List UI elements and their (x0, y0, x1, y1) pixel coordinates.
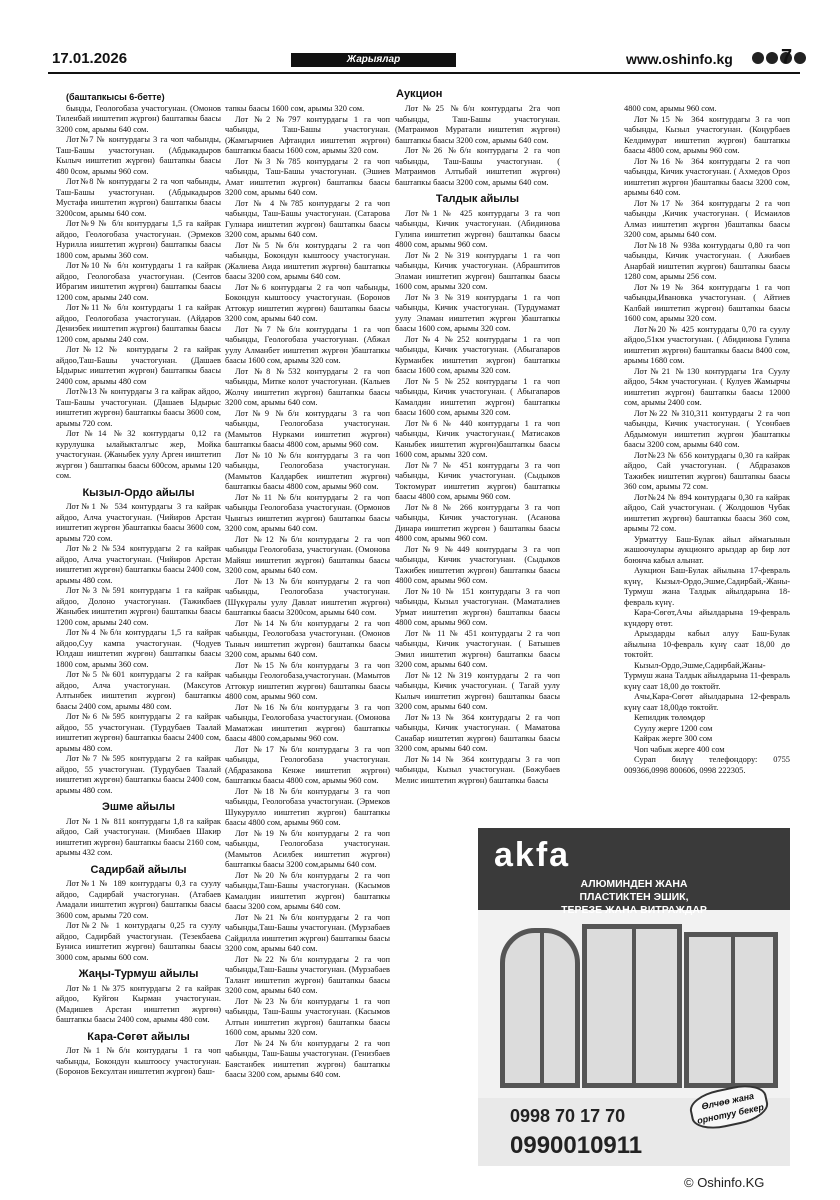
lot-paragraph: Арыздарды кабыл алуу Баш-Булак айылына 10-февраль күнү саат 18,00 дө токтойт. (624, 629, 790, 659)
lot-paragraph: Лот№16 № 364 контурдагы 2 га чоп чабынды, Кичик участогунан. ( Ахмедов Ороз ииштетип жүргөн )баштапкы баасы 3200 сом, арымы 640 сом. (624, 156, 790, 197)
village-heading: Жаңы-Турмуш айылы (78, 968, 199, 980)
lot-paragraph: Лот №22 №б/н контурдагы 2 га чоп чабынды,Таш-Башы участогунан. (Мурзабаев Талант ииштетип жүргөн) баштапкы баасы 3200 сом, арымы 640 сом. (225, 954, 390, 995)
lot-paragraph: Лот№4 №б/н контурдагы 1,5 га кайрак айдоо,Суу кампа участогунан. (Чодуев Юлдаш ииштетип жүргөн) баштапкы баасы 1800 сом, арымы 360 сом. (56, 628, 221, 669)
lot-paragraph: Лот№11 № б/н контурдагы 1 га кайрак айдоо, Геологобаза участогунан. (Айдаров Дениэбек ииштетип жүргөн) баштапкы баасы 1200 сом, арымы 240 сом. (56, 303, 221, 344)
lot-paragraph: тапкы баасы 1600 сом, арымы 320 сом. (225, 104, 365, 113)
lot-paragraph: Лот №15 №б/н контурдагы 3 га чоп чабынды Геологобаза,участогунан. (Мамытов Аттокур ииштетип жүргөн) баштапкы баасы 4800 сом, арымы 960 сом. (225, 660, 390, 701)
lot-paragraph: Лот№17 № 364 контурдагы 2 га чоп чабынды ,Кичик участогунан. ( Исмаилов Алмаз ииштетип жүргөн )баштапкы баасы 3200 сом, арымы 640 сом. (624, 198, 790, 239)
akfa-advertisement (478, 828, 790, 1166)
village-heading: Садирбай айылы (90, 863, 187, 876)
lot-paragraph: Лот№22 №310,311 контурдагы 2 га чоп чабынды, Кичик участогунан. ( Үсөнбаев Абдымомун ииштетип жүргөн )баштапкы баасы 3200 сом, арымы 640 сом. (624, 408, 790, 449)
lot-paragraph: Лот№14 №32 контурдагы 0,12 га курулушка ылайыкталгыс жер, Мойка участогунан. (Жаныбек уулу Арген ииштетип жүргөн ) баштапкы баасы 600сом, арымы 120 сом. (56, 429, 221, 480)
lot-paragraph: Лот№1 №375 контурдагы 2 га кайрак айдоо, Куйгөн Кырман участогунан. (Мадишев Арстан ииштетип жүргөн) баштапкы баасы 2400 сом, арымы 480 сом. (56, 983, 221, 1024)
lot-paragraph: Суулу жерге 1200 сом (634, 723, 713, 733)
lot-paragraph: Лот№9 № б/н контурдагы 1,5 га кайрак айдоо, Геологобаза участогунан. (Эрмеков Нурилла ииштетип жүргөн) баштапкы баасы 1800 сом, арымы 360 сом. (56, 219, 221, 260)
lot-paragraph: Аукцион Баш-Булак айылына 17-февраль күнү, Кызыл-Ордо,Эшме,Садирбай,-Жаны-Турмуш жана Талдык айылдарына 18-февраль күнү. (624, 566, 790, 607)
text-column-2 (225, 104, 390, 1081)
lot-paragraph: 4800 сом, арымы 960 сом. (624, 104, 717, 113)
lot-paragraph: Лот№26 №б/н контурдагы 2 га чоп чабынды, Таш-Башы участогунан. ( Матраимов Алтыбай ииштетип жүргөн) баштапкы баасы 3200 сом, арымы 640 сом. (395, 146, 560, 187)
lot-paragraph: Лот№21 №130 контурдагы 1га Суулу айдоо, 54км участогунан. ( Кулуев Жамырчы ииштетип жүргөн) баштапкы баасы 12000 сом, арымы 2400 сом. (624, 366, 790, 407)
window-image (582, 924, 682, 1088)
village-heading: Кара-Сөгөт айылы (87, 1030, 190, 1043)
lot-paragraph: Лот№10 №б/н контурдагы 3 га чоп чабынды, Геологобаза участогунан. (Мамытов Калдарбек ииштетип жүргөн) баштапкы баасы 4800 сом, арымы 960 сом. (225, 450, 390, 491)
window-image (500, 928, 580, 1088)
lot-paragraph: Лот№7 № 451 контурдагы 3 га чоп чабынды, Кичик участогунан. (Сыдыков Токтомурат ииштетип жүргөн) баштапкы баасы 4800 сом, арымы 960 сом. (395, 460, 560, 501)
page-header (48, 42, 800, 74)
lot-paragraph: Чоп чабык жерге 400 сом (634, 744, 725, 754)
lot-paragraph: Сурап билүү телефондору: 0755 009366,0998 800606, 0998 222305. (624, 755, 790, 775)
lot-paragraph: Лот № 1 № 811 контурдагы 1,8 га кайрак айдоо, Сай участогунан. (Минбаев Шакир ииштетип жүргөн) баштапкы баасы 2160 сом, арымы 432 сом. (56, 816, 221, 857)
lot-paragraph: Лот№10 № б/н контурдагы 1 га кайрак айдоо, Геологобаза участогунан. (Сеитов Ибрагим ииштетип жүргөн) баштапкы баасы 1200 сом, арымы 240 сом. (56, 261, 221, 302)
lot-paragraph: Лот №20 №б/н контурдагы 2 га чоп чабынды,Таш-Башы участогунан. (Касымов Камалдин ииштетип жүргөн) баштапкы баасы 3200 сом, арымы 640 сом. (225, 870, 390, 911)
ad-tagline (488, 878, 780, 917)
auction-heading: Аукцион (396, 88, 443, 100)
lot-paragraph: Лот №13 №б/н контурдагы 2 га чоп чабынды, Геологобаза участогунан. (Шүкүралы уулу Давлат ииштетип жүргөн) баштапкы баасы 3200сом, арымы 640 сом. (225, 576, 390, 617)
lot-paragraph: Лот№8 № 266 контурдагы 3 га чоп чабынды, Кичик участогунан. (Асанова Динара ииштетип жүргөн ) баштапкы баасы 4800 сом, арымы 960 сом. (395, 502, 560, 543)
ad-tagline-line-3: ТЕРЕЗЕ ЖАНА ВИТРАЖДАР (561, 904, 707, 916)
lot-paragraph: Лот № 4 №785 контурдагы 2 га чоп чабынды, Таш-Башы участогунан. (Сатарова Гулнара ииштетип жүргөн) баштапкы баасы 3200 сом, арымы 640 сом. (225, 198, 390, 239)
lot-paragraph: Лот№6 контурдагы 2 га чоп чабынды, Бокондун кыштоосу участогунан. (Боронов Аттокур ииштетип жүргөн) баштапкы баасы 3200 сом, арымы 640 сом. (225, 282, 390, 323)
lot-paragraph: Лот№2 №534 контурдагы 2 га кайрак айдоо, Алча участогунан. (Чийиров Арстан ииштетип жүргөн) баштапкы баасы 2400 сом, арымы 480 сом. (56, 544, 221, 585)
lot-paragraph: Лот №3 №785 контурдагы 2 га чоп чабынды, Таш-Башы участогунан. (Эшиев Амат ииштетип жүргөн) баштапкы баасы 3200 сом, арымы 640 сом. (225, 156, 390, 197)
lot-paragraph: Лот№5 №601 контурдагы 2 га кайрак айдоо, Алча участогунан. (Максутов Алтынбек ииштетип жүргөн) баштапкы баасы 2400 сом, арымы 480 сом. (56, 670, 221, 711)
lot-paragraph: Лот№9 №449 контурдагы 3 га чоп чабынды, Кичик участогунан. (Сыдыков Тажибек ииштетип жүргөн) баштапкы баасы 4800 сом, арымы 960 сом. (395, 544, 560, 585)
lot-paragraph: Лот№12 № контурдагы 2 га кайрак айдоо,Таш-Башы участогунан. (Дашаев Ыдырыс ииштетип жүргөн) баштапкы баасы 2400 сом, арымы 480 сом (56, 345, 221, 386)
window-image (684, 932, 778, 1088)
ad-badge: Өлчөө жана орнотуу бекер (687, 1080, 771, 1133)
lot-paragraph: Лот№10 № 151 контурдагы 3 га чоп чабынды, Кызыл участогунан. (Маматалиев Урмат ииштетип жүргөн) баштапкы баасы 4800 сом, арымы 960 сом. (395, 586, 560, 627)
lot-paragraph: Лот№3 №591 контурдагы 1 га кайрак айдоо, Долоно участогунан. (Тажикбаев Жаныбек ииштетип жүргөн) баштапкы баасы 1200 сом, арымы 240 сом. (56, 586, 221, 627)
lot-paragraph: Лот№24 № 894 контурдагы 0,30 га кайрак айдоо, Сай участогунан. ( Жолдошов Чубак ииштетип жүргөн) баштапкы баасы 360 сом, арымы 72 сом. (624, 492, 790, 533)
lot-paragraph: Лот№7 №595 контурдагы 2 га кайрак айдоо, 55 участогунан. (Турдубаев Таалай ииштетип жүргөн) баштапкы баасы 2400 сом, арымы 480 сом. (56, 754, 221, 795)
lot-paragraph: Лот№20 № 425 контурдагы 0,70 га суулу айдоо,51км участогунан. ( Абидинова Гулипа ииштетип жүргөн) баштапкы баасы 8400 сом, арымы 1680 сом. (624, 324, 790, 365)
lot-paragraph: Лот№3 №319 контурдагы 1 га чоп чабынды, Кичик участогунан. (Турдумамат уулу Эламан ииштетип жүргөн )баштапкы баасы 1600 сом, арымы 320 сом. (395, 292, 560, 333)
lot-paragraph: Лот№5 №252 контурдагы 1 га чоп чабынды, Кичик участогунан. ( Абыгапаров Камалдин ииштетип жүргөн) баштапкы баасы 1600 сом, арымы 320 сом. (395, 376, 560, 417)
lot-paragraph: Лот №21 №б/н контурдагы 2 га чоп чабынды,Таш-Башы участогунан. (Мурзабаев Сайдилла ииштетип жүргөн) баштапкы баасы 3200 сом, арымы 640 сом. (225, 912, 390, 953)
instagram-icon[interactable] (766, 52, 778, 64)
lot-paragraph: Лот№13 № 364 контурдагы 2 га чоп чабынды, Кичик участогунан. ( Маматова Санабар ииштетип жүргөн) баштапкы баасы 3200 сом, арымы 640 сом. (395, 712, 560, 753)
lot-paragraph: Лот№9 №б/н контурдагы 3 га чоп чабынды, Геологобаза участогунан. (Мамытов Нурками ииштетип жүргөн) баштапкы баасы 4800 сом, арымы 960 сом. (225, 408, 390, 449)
lot-paragraph: Кайрак жерге 300 сом (634, 734, 713, 743)
lot-paragraph: Кепилдик төлөмдөр (634, 713, 706, 722)
lot-paragraph: Лот№1 № 425 контурдагы 3 га чоп чабынды, Кичик участогунан. (Абидинова Гулипа ииштетип жүргөн) баштапкы баасы 4800 сом, арымы 960 сом. (395, 208, 560, 249)
ad-phone-2: 0990010911 (510, 1132, 643, 1159)
lot-paragraph: Лот№12 №319 контурдагы 2 га чоп чабынды, Кичик участогунан. ( Тагай уулу Кылыч ииштетип жүргөн) баштапкы баасы 3200 сом, арымы 640 сом. (395, 670, 560, 711)
lot-paragraph: Лот№6 №595 контурдагы 2 га кайрак айдоо, 55 участогунан. (Турдубаев Таалай ииштетип жүргөн) баштапкы баасы 2400 сом, арымы 480 сом. (56, 712, 221, 753)
lot-paragraph: Лот№13 № контурдагы 3 га кайрак айдоо, Таш-Башы участогунан. (Дашаев Ыдырыс ииштетип жүргөн) баштапкы баасы 3600 сом, арымы 720 сом. (56, 387, 221, 428)
village-heading: Талдык айылы (435, 193, 520, 205)
watermark: © Oshinfo.KG (684, 1175, 765, 1190)
lot-paragraph: Лот№2 № 1 контурдагы 0,25 га суулу айдоо, Садирбай участогунан. (Тезекбаева Буниса ииштетип жүргөн) баштапкы баасы 3000 сом, арымы 600 сом. (56, 921, 221, 962)
lot-paragraph: Лот №19 №б/н контурдагы 2 га чоп чабынды, Геологобаза участогунан. (Мамытов Асилбек ииштетип жүргөн) баштапкы баасы 3200 сом,арымы 640 сом. (225, 828, 390, 869)
issue-date: 17.01.2026 (52, 50, 128, 67)
lot-paragraph: Лот №18 №б/н контурдагы 3 га чоп чабынды, Геологобаза участогунан. (Эрмеков Шукурулло ииштетип жүргөн) баштапкы баасы 4800 сом, арымы 960 сом. (225, 786, 390, 827)
lot-paragraph: Лот №14 №б/н контурдагы 2 га чоп чабынды, Геологобаза участогунан. (Омонов Тыныч ииштетип жүргөн) баштапкы баасы 3200 сом, арымы 640 сом. (225, 618, 390, 659)
lot-paragraph: Лот№1 № 534 контурдагы 3 га кайрак айдоо, Алча участогунан. (Чийиров Арстан ииштетип жүргөн )баштапкы баасы 3600 сом, арымы 720 сом. (56, 502, 221, 543)
lot-paragraph: Лот №24 №б/н контурдагы 2 га чоп чабынды, Таш-Башы участогунан. (Генизбаев Баястанбек ииштетип жүргөн) баштапкы баасы 3200 сом, арымы 640 сом. (225, 1038, 390, 1079)
section-label: Жарыялар (291, 53, 456, 67)
continuation-note: (баштапкысы 6-бетте) (66, 92, 165, 102)
social-icons (752, 52, 806, 64)
ad-tagline-line-2: ПЛАСТИКТЕН ЭШИК, (579, 891, 689, 903)
lot-paragraph: Лот№7 № контурдагы 3 га чоп чабынды, Таш-Башы участогунан. (Абдыкадыров Кылыч ииштетип жүргөн) баштапкы баасы 480 0сом, арымы 960 сом. (56, 135, 221, 176)
village-heading: Кызыл-Ордо айылы (82, 486, 195, 499)
page-number: 7 (781, 46, 793, 68)
text-column-3 (395, 104, 560, 786)
text-column-4 (624, 104, 790, 776)
ad-tagline-line-1: АЛЮМИНДЕН ЖАНА (580, 878, 688, 890)
lot-paragraph: Лот№8 № контурдагы 2 га чоп чабынды, Таш-Башы участогунан. (Абдыкадыров Мустафа ииштетип жүргөн) баштапкы баасы 3200сом, арымы 640 сом. (56, 177, 221, 218)
lot-paragraph: Лот№11 №б/н контурдагы 2 га чоп чабынды Геологобаза участогунан. (Ормонов Чынгыз ииштетип жүргөн) баштапкы баасы 3200 сом, арымы 640 сом. (225, 492, 390, 533)
lot-paragraph: Ачы,Кара-Сөгөт айылдарына 12-февраль күнү саат 18,00дө токтойт. (624, 692, 790, 712)
lot-paragraph: Лот №23 №б/н контурдагы 1 га чоп чабынды, Таш-Башы участогунан. (Касымов Алтын ииштетип жүргөн) баштапкы баасы 1600 сом, арымы 320 сом. (225, 996, 390, 1037)
lot-paragraph: бынды, Геологобаза участогунан. (Омонов Тиленбай ииштетип жүргөн) баштапкы баасы 3200 сом, арымы 640 сом. (56, 103, 221, 134)
lot-paragraph: Лот№19 № 364 контурдагы 1 га чоп чабынды,Ивановка участогунан. ( Айтиев Калбай ииштетип жүргөн) баштапкы баасы 1600 сом, арымы 320 сом. (624, 282, 790, 323)
lot-paragraph: Лот №8 №532 контурдагы 2 га чоп чабынды, Митке колот участогунан. (Калыев Жолчу ииштетип жүргөн) баштапкы баасы 3200 сом, арымы 640 сом. (225, 366, 390, 407)
site-url[interactable]: www.oshinfo.kg (626, 51, 733, 67)
lot-paragraph: Кызыл-Ордо,Эшме,Садирбай,Жаны-Турмуш жана Талдык айылдарына 11-февраль күнү саат 18,00 дө токтойт. (624, 660, 790, 691)
lot-paragraph: Лот№1 №б/н контурдагы 1 га чоп чабынды, Бокондун кыштоосу участогунан. (Боронов Бексултан ииштетип жүргөн) баш- (56, 1046, 221, 1076)
facebook-icon[interactable] (752, 52, 764, 64)
lot-paragraph: Лот№15 № 364 контурдагы 3 га чоп чабынды, Кызыл участогунан. (Коңурбаев Келдимурат ииштетип жүргөн) баштапкы баасы 4800 сом, арымы 960 сом. (624, 114, 790, 155)
ad-banner (478, 828, 790, 916)
lot-paragraph: Лот№25 №б/н контурдагы 2га чоп чабынды, Таш-Башы участогунан. (Матраимов Муратали ииштетип жүргөн) баштапкы баасы 3200 сом, арымы 640 сом. (395, 104, 560, 145)
lot-paragraph: Лот №12 №б/н контурдагы 2 га чоп чабынды Геологобаза, участогунан. (Омонова Майяш ииштетип жүргөн) баштапкы баасы 3200 сом, арымы 640 сом. (225, 534, 390, 575)
lot-paragraph: Лот №16 №б/н контурдагы 3 га чоп чабынды, Геологобаза участогунан. (Омонова Маматжан ииштетип жүргөн) баштапкы баасы 4800 сом,арымы 960 сом. (225, 702, 390, 743)
telegram-icon[interactable] (794, 52, 806, 64)
lot-paragraph: Кара-Сөгөт,Ачы айылдарына 19-февраль күндөрү өтөт. (624, 608, 790, 628)
lot-paragraph: Лот№1 № 189 контурдагы 0,3 га суулу айдоо, Садирбай участогунан. (Атабаев Амадали ииштетип жүргөн) баштапкы баасы 3600 сом, арымы 720 сом. (56, 879, 221, 920)
text-column-1 (56, 92, 221, 1078)
lot-paragraph: Лот№4 №252 контурдагы 1 га чоп чабынды, Кичик участогунан. (Абыгапаров Курманбек ииштетип жүргөн) баштапкы баасы 1600 сом, арымы 320 сом. (395, 334, 560, 375)
lot-paragraph: Лот№2 №319 контурдагы 1 га чоп чабынды, Кичик участогунан. (Абраштитов Эламан ииштетип жүргөн) баштапкы баасы 1600 сом, арымы 320 сом. (395, 250, 560, 291)
lot-paragraph: Лот № 11 № 451 контурдагы 2 га чоп чабынды, Кичик участогунан. ( Батышев Эмил ииштетип жүргөн) баштапкы баасы 3200 сом, арымы 640 сом. (395, 628, 560, 669)
lot-paragraph: Лот №7 №б/н контурдагы 1 га чоп чабынды, Геологобаза участогунан. (Абжал уулу Алманбет ииштетип жүргөн )баштапкы баасы 1600 сом, арымы 320 сом. (225, 324, 390, 365)
lot-paragraph: Лот№14 № 364 контурдагы 3 га чоп чабынды, Кызыл участогунан. (Бөжубаев Мелис ииштетип жүргөн) баштапкы баасы (395, 754, 560, 785)
lot-paragraph: Лот №17 №б/н контурдагы 3 га чоп чабынды, Геологобаза участогунан. (Абдразакова Кенже ииштетип жүргөн) баштапкы баасы 4800 сом, арымы 960 сом. (225, 744, 390, 785)
lot-paragraph: Лот№18 № 938а контурдагы 0,80 га чоп чабынды, Кичик участогунан. ( Ажибаев Анарбай ииштетип жүргөн) баштапкы баасы 1280 сом, арымы 256 сом. (624, 240, 790, 281)
village-heading: Эшме айылы (102, 801, 175, 813)
akfa-logo: akfa (494, 836, 571, 874)
lot-paragraph: Урматтуу Баш-Булак айыл аймагынын жашоочулары аукционго арыздар ар бир лот боюнча кабыл алынат. (624, 534, 790, 565)
lot-paragraph: Лот №2 №797 контурдагы 1 га чоп чабынды, Таш-Башы участогунан. (Жамгырчиев Афтандил ииштетип жүргөн) баштапкы баасы 1600 сом, арымы 320 сом. (225, 114, 390, 155)
lot-paragraph: Лот№5 №б/н контурдагы 2 га чоп чабынды, Бокондун кыштоосу участогунан. (Жалиева Аида ииштетип жүргөн) баштапкы баасы 3200 сом, арымы 640 сом. (225, 240, 390, 281)
lot-paragraph: Лот№6 № 440 контурдагы 1 га чоп чабынды, Кичик участогунан.( Матисаков Каныбек ииштетип жүргөн)баштапкы баасы 1600 сом, арымы 320 сом. (395, 418, 560, 459)
lot-paragraph: Лот№23 № 656 контурдагы 0,30 га кайрак айдоо, Сай участогунан. ( Абдразаков Тажибек ииштетип жүргөн) баштапкы баасы 360 сом, арымы 72 сом. (624, 450, 790, 491)
ad-phone-1: 0998 70 17 70 (510, 1106, 626, 1126)
